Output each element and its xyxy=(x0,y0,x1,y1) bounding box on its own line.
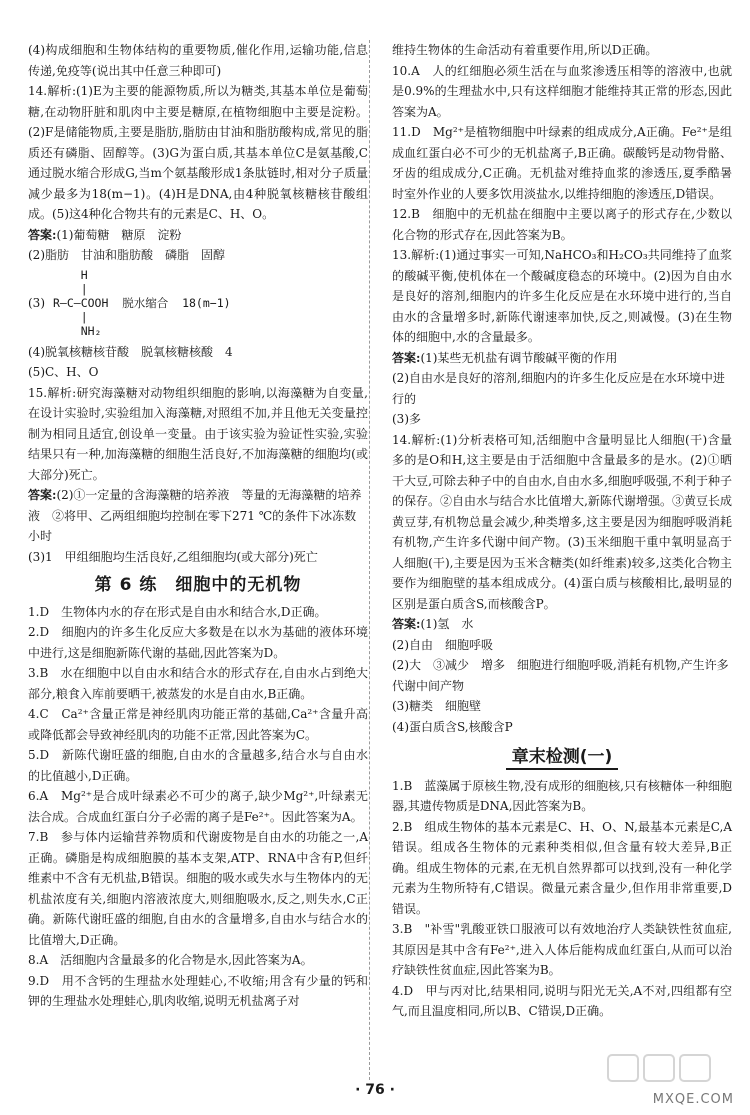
answer-item: 15.解析:研究海藻糖对动物组织细胞的影响,以海藻糖为自变量,在设计实验时,实验组加入海藻糖,对照组不加,并且他无关变量控制为相同且适宜,创设单一变量。由于该实验为验证性实验,实验结果只有一种,加海藻糖的细胞生活良好,不加海藻糖的细胞均(或大部分)死亡。 xyxy=(28,385,368,482)
answer-line: (4)脱氧核糖核苷酸 脱氧核糖核酸 4 xyxy=(28,344,233,359)
answer-item: 3.B 水在细胞中以自由水和结合水的形式存在,自由水占到绝大部分,粮食入库前要晒干,被蒸发的水是自由水,B正确。 xyxy=(28,666,368,701)
answer-label: 答案: xyxy=(392,617,421,631)
right-column xyxy=(392,40,732,1022)
answer-label: 答案: xyxy=(28,488,57,502)
answer-line: (2)脂肪 甘油和脂肪酸 磷脂 固醇 xyxy=(28,248,225,262)
answer-item: 14.解析:(1)E为主要的能源物质,所以为糖类,其基本单位是葡萄糖,在动物肝脏和肌肉中主要是糖原,在植物细胞中主要是淀粉。(2)F是储能物质,主要是脂肪,脂肪由甘油和脂肪酸构成,常见的脂质还有磷脂、固醇等。(3)G为蛋白质,其基本单位C是氨基酸,C通过脱水缩合形成G,当m个氨基酸形成1条肽链时,相对分子质量减少最多为18(m−1)。(4)H是DNA,由4种脱氧核糖核苷酸组成。(5)这4种化合物共有的元素是C、H、O。 xyxy=(28,84,368,221)
answer-line: (4)蛋白质含S,核酸含P xyxy=(392,719,513,734)
answer-line: (5)C、H、O xyxy=(28,365,99,379)
answer-item: 9.D 用不含钙的生理盐水处理蛙心,不收缩;用含有少量的钙和钾的生理盐水处理蛙心,肌肉收缩,说明无机盐离子对 xyxy=(28,973,368,1008)
answer-item: 13.解析:(1)通过事实一可知,NaHCO₃和H₂CO₃共同维持了血浆的酸碱平衡,使机体在一个酸碱度稳态的环境中。(2)因为自由水是良好的溶剂,细胞内的许多生化反应是在水环境中进行的,当自由水的含量增多时,新陈代谢速率加快,反之,则减慢。(3)在生物体的细胞中,水的含量最多。 xyxy=(392,248,732,344)
answer-line: (2)大 ③减少 增多 细胞进行细胞呼吸,消耗有机物,产生许多代谢中间产物 xyxy=(392,658,729,693)
answer-item: 1.D 生物体内水的存在形式是自由水和结合水,D正确。 xyxy=(28,604,327,619)
answer-item: 11.D Mg²⁺是植物细胞中叶绿素的组成成分,A正确。Fe²⁺是组成血红蛋白必不可少的无机盐离子,B正确。碳酸钙是动物骨骼、牙齿的组成成分,C正确。无机盐对维持血浆的渗透压,夏季酷暑时室外作业的人要多饮用淡盐水,以维持细胞的渗透压,D错误。 xyxy=(392,125,732,201)
answer-item: 2.B 组成生物体的基本元素是C、H、O、N,最基本元素是C,A错误。组成各生物体的元素种类相似,但含量有较大差异,B正确。组成生物体的元素,在无机自然界都可以找到,没有一种化学元素为生物所特有,C错误。微量元素含量少,但作用非常重要,D错误。 xyxy=(392,819,732,916)
answer-line: (1)氢 水 xyxy=(420,617,474,631)
section-title: 第 6 练 细胞中的无机物 xyxy=(94,575,302,595)
amino-acid-formula: H | R—C—COOH 脱水缩合 18(m−1) | NH₂ xyxy=(53,267,231,338)
answer-line: (3)糖类 细胞壁 xyxy=(392,699,481,713)
answer-line: (3)1 甲组细胞均生活良好,乙组细胞均(或大部分)死亡 xyxy=(28,549,318,564)
answer-block xyxy=(392,348,732,369)
answer-item: 1.B 蓝藻属于原核生物,没有成形的细胞核,只有核糖体一种细胞器,其遗传物质是DNA,因此答案为B。 xyxy=(392,778,732,813)
answer-line: (2)自由 细胞呼吸 xyxy=(392,637,493,652)
answer-item: 12.B 细胞中的无机盐在细胞中主要以离子的形式存在,少数以化合物的形式存在,因此答案为B。 xyxy=(392,207,732,242)
structural-formula xyxy=(28,266,368,342)
answer-block xyxy=(392,614,732,635)
answer-item: 14.解析:(1)分析表格可知,活细胞中含量明显比人细胞(干)含量多的是O和H,这主要是由于活细胞中含量最多的是水。(2)①晒干大豆,可除去种子中的自由水,自由水多,细胞呼吸强,不利于种子的保存。②自由水与结合水比值增大,新陈代谢增强。③黄豆长成黄豆芽,有机物总量会减少,种类增多,这主要是因为细胞呼吸消耗有机物,产生许多代谢中间产物。(3)玉米细胞干重中氧明显高于人细胞(干),主要是因为玉米含糖类(如纤维素)较多,这类化合物主要作为细胞壁的基本组成成分。(4)蛋白质与核酸相比,最明显的区别是蛋白质含S,而核酸含P。 xyxy=(392,432,732,611)
answer-block xyxy=(28,225,368,246)
answer-label: 答案: xyxy=(28,227,57,242)
answer-item: 10.A 人的红细胞必须生活在与血浆渗透压相等的溶液中,也就是0.9%的生理盐水中,只有这样细胞才能维持其正常的形态,因此答案为A。 xyxy=(392,63,732,119)
answer-line: (3)多 xyxy=(392,412,421,426)
answer-line: (2)自由水是良好的溶剂,细胞内的许多生化反应是在水环境中进行的 xyxy=(392,371,725,406)
answer-block xyxy=(28,485,368,547)
column-divider xyxy=(369,40,370,1080)
answer-label: 答案: xyxy=(392,350,421,365)
answer-line: (2)①一定量的含海藻糖的培养液 等量的无海藻糖的培养液 ②将甲、乙两组细胞均控制在零下271 ℃的条件下冰冻数小时 xyxy=(28,488,362,543)
answer-item: 3.B "补雪"乳酸亚铁口服液可以有效地治疗人类缺铁性贫血症,其原因是其中含有Fe²⁺,进入人体后能构成血红蛋白,从而可以治疗缺铁性贫血症,因此答案为B。 xyxy=(392,922,732,977)
answer-item: 6.A Mg²⁺是合成叶绿素必不可少的离子,缺少Mg²⁺,叶绿素无法合成。合成血红蛋白分子必需的离子是Fe²⁺。因此答案为A。 xyxy=(28,789,368,824)
chapter-title-text: 章末检测(一) xyxy=(506,747,619,770)
answer-item: 5.D 新陈代谢旺盛的细胞,自由水的含量越多,结合水与自由水的比值越小,D正确。 xyxy=(28,748,368,783)
answer-item: 维持生物体的生命活动有着重要作用,所以D正确。 xyxy=(392,43,658,57)
answer-line: (1)某些无机盐有调节酸碱平衡的作用 xyxy=(420,350,618,365)
answer-item: 4.D 甲与丙对比,结果相同,说明与阳光无关,A不对,四组都有空气,而且温度相同,所以B、C错误,D正确。 xyxy=(392,983,732,1018)
chapter-title xyxy=(392,747,732,768)
answer-item: 7.B 参与体内运输营养物质和代谢废物是自由水的功能之一,A正确。磷脂是构成细胞膜的基本支架,ATP、RNA中含有P,但纤维素中不含有无机盐,B错误。细胞的吸水或失水与生物体内的无机盐浓度有关,细胞内溶液浓度大,则细胞吸水,反之,则失水,C正确。新陈代谢旺盛的细胞,自由水的含量增多,自由水与结合水的比值增大,D正确。 xyxy=(28,830,368,947)
page-number: · 76 · xyxy=(355,1082,395,1098)
left-column xyxy=(28,40,368,1012)
answer-line: (1)葡萄糖 糖原 淀粉 xyxy=(56,227,182,242)
answer-item: (4)构成细胞和生物体结构的重要物质,催化作用,运输功能,信息传递,免疫等(说出其中任意三种即可) xyxy=(28,43,368,78)
watermark-text: MXQE.COM xyxy=(652,1092,734,1107)
formula-label: (3) xyxy=(28,296,45,311)
answer-item: 8.A 活细胞内含量最多的化合物是水,因此答案为A。 xyxy=(28,953,313,967)
answer-item: 2.D 细胞内的许多生化反应大多数是在以水为基础的液体环境中进行,这是细胞新陈代谢的基础,因此答案为D。 xyxy=(28,625,368,660)
answer-item: 4.C Ca²⁺含量正常是神经肌肉功能正常的基础,Ca²⁺含量升高或降低都会导致神经肌肉的功能不正常,因此答案为C。 xyxy=(28,707,368,742)
